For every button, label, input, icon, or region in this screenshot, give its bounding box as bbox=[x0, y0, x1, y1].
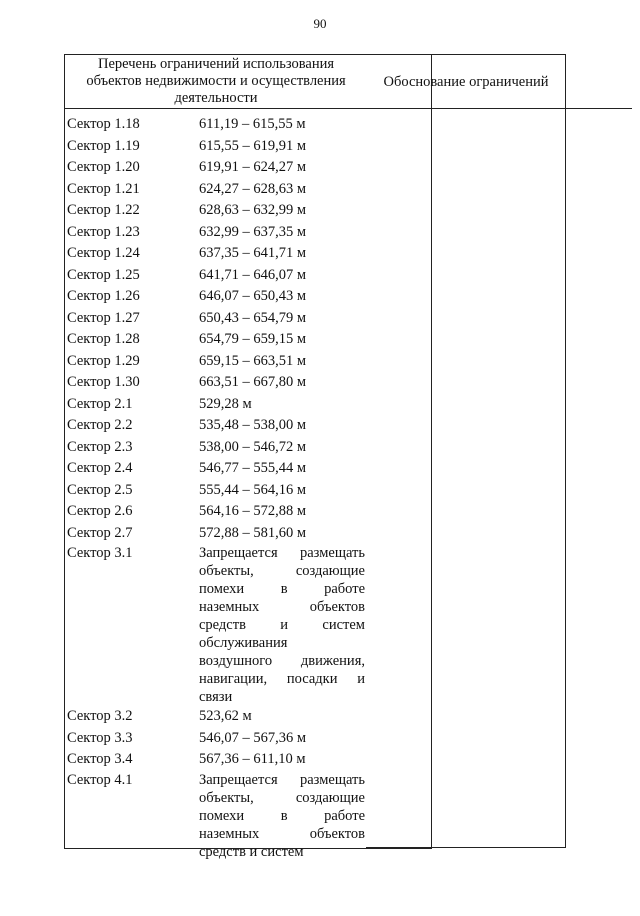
table-row bbox=[65, 114, 367, 136]
sector-value: 611,19 – 615,55 м bbox=[199, 116, 306, 132]
restriction-text-line: навигации, посадки и bbox=[199, 671, 365, 687]
sector-value: 564,16 – 572,88 м bbox=[199, 503, 307, 519]
restriction-text-line: наземных объектов bbox=[199, 599, 365, 615]
sector-label: Сектор 1.30 bbox=[67, 374, 140, 390]
table-row bbox=[65, 372, 367, 394]
table-row bbox=[65, 286, 367, 308]
sector-value: 637,35 – 641,71 м bbox=[199, 245, 307, 261]
column-header-justification: Обоснование ограничений bbox=[383, 73, 549, 90]
table-right-column bbox=[366, 54, 566, 848]
restriction-text-line: объекты, создающие bbox=[199, 563, 365, 579]
sector-value: 646,07 – 650,43 м bbox=[199, 288, 307, 304]
restriction-text-line: Запрещается размещать bbox=[199, 545, 365, 561]
sector-label: Сектор 2.4 bbox=[67, 460, 133, 476]
table-row bbox=[65, 308, 367, 330]
sector-value: 632,99 – 637,35 м bbox=[199, 223, 307, 240]
sector-label: Сектор 2.6 bbox=[67, 503, 133, 519]
sector-value: 567,36 – 611,10 м bbox=[199, 751, 306, 767]
sector-label: Сектор 1.27 bbox=[67, 309, 140, 326]
table-row bbox=[65, 243, 367, 265]
sector-label: Сектор 2.1 bbox=[67, 395, 133, 412]
sector-list bbox=[65, 114, 367, 861]
sector-value: 641,71 – 646,07 м bbox=[199, 266, 307, 283]
table-row bbox=[65, 458, 367, 480]
table-row bbox=[65, 351, 367, 373]
table-row bbox=[65, 437, 367, 459]
restriction-text-line: объекты, создающие bbox=[199, 789, 365, 806]
sector-label: Сектор 2.7 bbox=[67, 524, 133, 541]
sector-value: 619,91 – 624,27 м bbox=[199, 159, 307, 175]
sector-value: 523,62 м bbox=[199, 708, 252, 724]
table-row bbox=[65, 136, 367, 158]
header-line: Перечень ограничений использования bbox=[97, 55, 335, 72]
restriction-text-line: наземных объектов bbox=[199, 825, 365, 842]
table-row-text-block bbox=[65, 544, 367, 706]
table-row bbox=[65, 222, 367, 244]
sector-value: 624,27 – 628,63 м bbox=[199, 180, 307, 197]
table-row-text-block bbox=[65, 771, 367, 861]
sector-label: Сектор 2.5 bbox=[67, 481, 133, 498]
sector-label: Сектор 2.3 bbox=[67, 438, 133, 455]
sector-label: Сектор 4.1 bbox=[67, 771, 133, 788]
column-header-restrictions bbox=[65, 54, 367, 108]
sector-value: 615,55 – 619,91 м bbox=[199, 137, 307, 154]
page-number: 90 bbox=[313, 16, 327, 31]
sector-value: 546,07 – 567,36 м bbox=[199, 729, 307, 746]
table-row bbox=[65, 200, 367, 222]
sector-label: Сектор 1.28 bbox=[67, 331, 140, 347]
restriction-text-line: воздушного движения, bbox=[199, 653, 365, 669]
sector-label: Сектор 3.3 bbox=[67, 729, 133, 746]
sector-label: Сектор 3.1 bbox=[67, 545, 133, 561]
sector-value: 663,51 – 667,80 м bbox=[199, 374, 307, 390]
table-row bbox=[65, 157, 367, 179]
sector-value: 654,79 – 659,15 м bbox=[199, 331, 307, 347]
sector-label: Сектор 1.19 bbox=[67, 137, 140, 154]
sector-value: 572,88 – 581,60 м bbox=[199, 524, 307, 541]
sector-label: Сектор 1.24 bbox=[67, 245, 140, 261]
sector-label: Сектор 1.21 bbox=[67, 180, 140, 197]
sector-value: 650,43 – 654,79 м bbox=[199, 309, 307, 326]
table-row bbox=[65, 329, 367, 351]
table-row bbox=[65, 501, 367, 523]
restriction-text-line: связи bbox=[199, 689, 233, 705]
sector-value: 659,15 – 663,51 м bbox=[199, 352, 307, 369]
table-row bbox=[65, 749, 367, 771]
sector-value: 555,44 – 564,16 м bbox=[199, 481, 307, 498]
sector-value: 538,00 – 546,72 м bbox=[199, 438, 307, 455]
sector-label: Сектор 1.22 bbox=[67, 202, 140, 218]
table-row bbox=[65, 415, 367, 437]
table-row bbox=[65, 394, 367, 416]
restriction-text-line: средств и систем bbox=[199, 843, 304, 860]
header-line: объектов недвижимости и осуществления bbox=[86, 72, 346, 89]
sector-label: Сектор 1.20 bbox=[67, 159, 140, 175]
restriction-text-line: обслуживания bbox=[199, 635, 288, 651]
table-row bbox=[65, 728, 367, 750]
sector-value: 535,48 – 538,00 м bbox=[199, 417, 307, 433]
restriction-text-line: Запрещается размещать bbox=[199, 771, 365, 788]
restriction-text-line: средств и систем bbox=[199, 617, 365, 633]
table-row bbox=[65, 706, 367, 728]
table-row bbox=[65, 265, 367, 287]
header-line: деятельности bbox=[174, 89, 258, 106]
sector-label: Сектор 3.4 bbox=[67, 751, 133, 767]
sector-label: Сектор 1.25 bbox=[67, 266, 140, 283]
restriction-text-line: помехи в работе bbox=[199, 807, 365, 824]
sector-label: Сектор 2.2 bbox=[67, 417, 133, 433]
table-row bbox=[65, 523, 367, 545]
sector-label: Сектор 1.23 bbox=[67, 223, 140, 240]
table-row bbox=[65, 480, 367, 502]
table-row bbox=[65, 179, 367, 201]
sector-value: 529,28 м bbox=[199, 395, 252, 412]
sector-value: 546,77 – 555,44 м bbox=[199, 460, 307, 476]
sector-label: Сектор 1.29 bbox=[67, 352, 140, 369]
sector-label: Сектор 1.18 bbox=[67, 116, 140, 132]
sector-value: 628,63 – 632,99 м bbox=[199, 202, 307, 218]
sector-label: Сектор 3.2 bbox=[67, 708, 133, 724]
sector-label: Сектор 1.26 bbox=[67, 288, 140, 304]
restriction-text-line: помехи в работе bbox=[199, 581, 365, 597]
